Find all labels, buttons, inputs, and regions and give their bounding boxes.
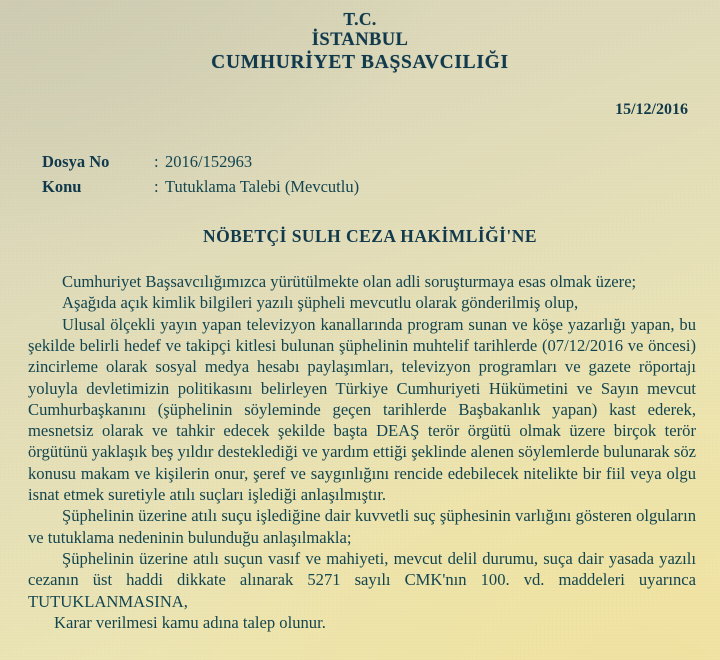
meta-value-dosya-no: 2016/152963 [165, 151, 253, 171]
letterhead-line-city: İSTANBUL [311, 29, 409, 50]
body-paragraph-4: Şüphelinin üzerine atılı suçu işlediğine dair kuvvetli suç şüphesinin varlığını gösteren olguların ve tutuklama nedeninin bulunduğu anlaşılmakla; [28, 506, 696, 547]
meta-row-konu [42, 174, 698, 199]
body-paragraph-2: Aşağıda açık kimlik bilgileri yazılı şüpheli mevcutlu olarak gönderilmiş olup, [62, 293, 579, 313]
body-paragraph-1: Cumhuriyet Başsavcılığımızca yürütülmekte olan adli soruşturmaya esas olmak üzere; [62, 271, 637, 291]
letterhead-line-office: CUMHURİYET BAŞSAVCILIĞI [211, 52, 509, 74]
document-date: 15/12/2016 [615, 100, 688, 118]
body-paragraph-6: Karar verilmesi kamu adına talep olunur. [54, 612, 326, 632]
addressee-heading: NÖBETÇİ SULH CEZA HAKİMLİĞİ'NE [203, 225, 537, 246]
letterhead-line-tc: T.C. [343, 9, 377, 29]
meta-separator-dosya-no: : [154, 151, 159, 171]
meta-label-konu: Konu [42, 176, 82, 196]
document-meta [22, 149, 698, 199]
meta-value-konu: Tutuklama Talebi (Mevcutlu) [165, 176, 360, 196]
body-paragraph-3: Ulusal ölçekli yayın yapan televizyon kanallarında program sunan ve köşe yazarlığı yapan, bu şekilde belirli hedef ve takipçi kitlesi bulunan şüphelinin muhtelif tarihlerde (07/12/2016 ve öncesi) zincirleme olarak sosyal medya hesabı paylaşımları, televizyon programları ve gazete röportajı yoluyla devletimizin politikasını belirleyen Türkiye Cumhuriyeti Hükümetini ve Sayın mevcut Cumhurbaşkanını (şüphelinin söyleminde geçen tarihlerde Başbakanlık yapan) kast ederek, mesnetsiz olarak ve tahkir edecek şekilde başta DEAŞ terör örgütü olmak üzere birçok terör örgütünü yaklaşık beş yıldır desteklediği ve yardım ettiği şeklinde alenen söylemlerde bulunarak söz konusu makam ve kişilerin onur, şeref ve saygınlığını rencide edebilecek nitelikte bir fiil veya olgu isnat etmek suretiyle atılı suçları işlediği anlaşılmıştır. [28, 314, 696, 505]
meta-label-dosya-no: Dosya No [42, 151, 110, 171]
meta-separator-konu: : [154, 176, 159, 196]
letterhead [22, 0, 698, 75]
meta-row-dosya-no [42, 149, 698, 174]
body-paragraph-5: Şüphelinin üzerine atılı suçun vasıf ve mahiyeti, mevcut delil durumu, suça dair yasada yazılı cezanın üst haddi dikkate alınarak 5271 sayılı CMK'nın 100. vd. maddeleri uyarınca TUTUKLANMASINA, [28, 549, 696, 611]
document-body [22, 271, 698, 633]
